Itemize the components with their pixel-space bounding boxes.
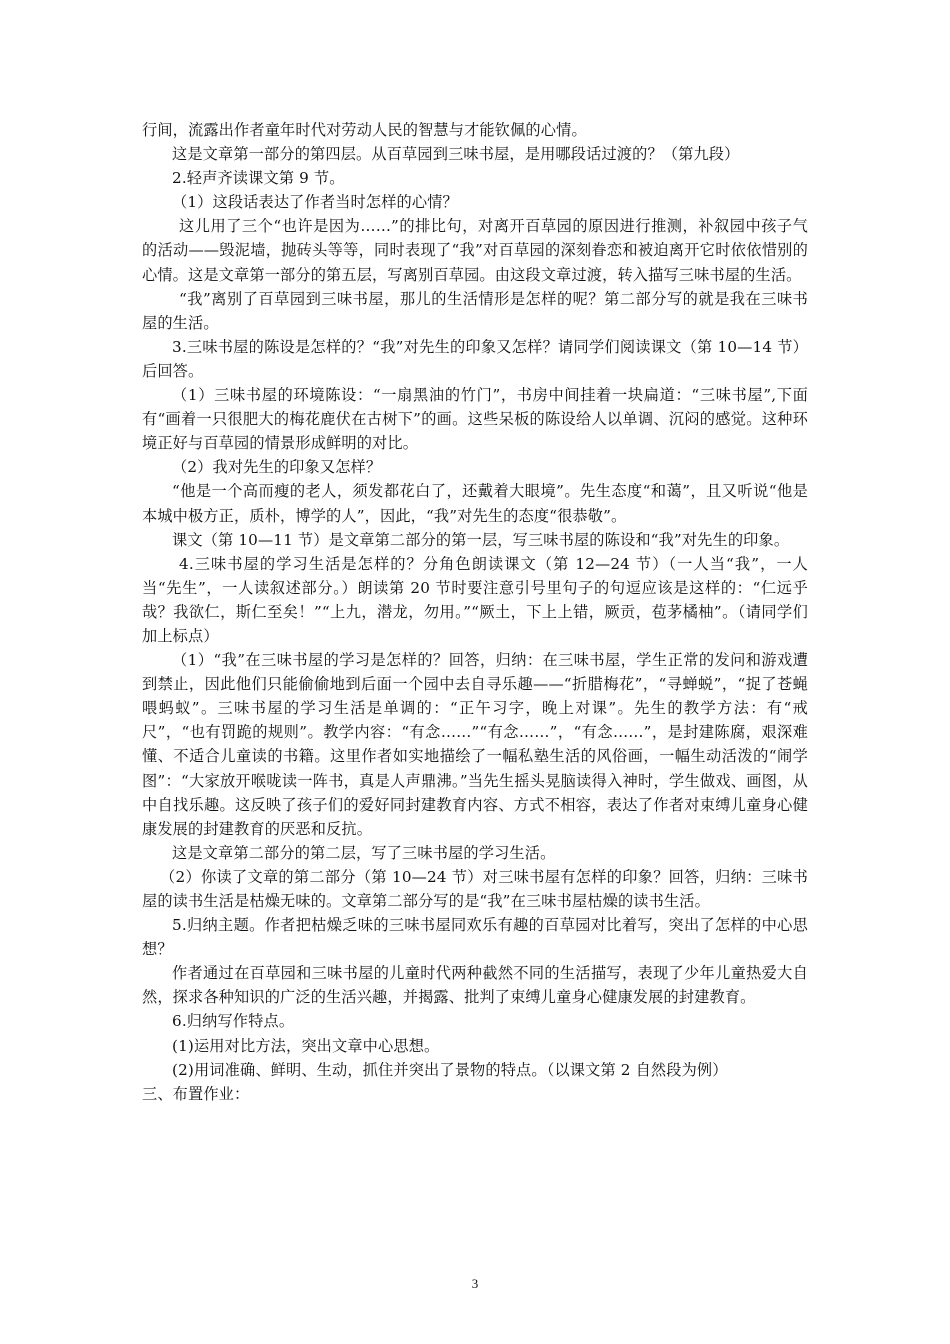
paragraph: 这是文章第二部分的第二层，写了三味书屋的学习生活。 (172, 843, 556, 862)
paragraph: “他是一个高而瘦的老人，须发都花白了，还戴着大眼境”。先生态度“和蔼”，且又听说“他是本城中极方正，质朴，博学的人”，因此，“我”对先生的态度“很恭敬”。 (142, 482, 808, 525)
paragraph: 2.轻声齐读课文第 9 节。 (172, 169, 345, 188)
paragraph: (1)运用对比方法，突出文章中心思想。 (172, 1036, 440, 1055)
paragraph: 行间，流露出作者童年时代对劳动人民的智慧与才能钦佩的心情。 (142, 121, 587, 139)
paragraph: (2)用词准确、鲜明、生动，抓住并突出了景物的特点。（以课文第 2 自然段为例） (172, 1060, 728, 1079)
document-body (142, 118, 808, 1106)
paragraph: 作者通过在百草园和三味书屋的儿童时代两种截然不同的生活描写，表现了少年儿童热爱大自然，探求各种知识的广泛的生活兴趣，并揭露、批判了束缚儿童身心健康发展的封建教育。 (142, 964, 808, 1007)
paragraph: （1）三味书屋的环境陈设：“一扇黑油的竹门”，书房中间挂着一块扁道：“三味书屋”,下面有“画着一只很肥大的梅花鹿伏在古树下”的画。这些呆板的陈设给人以单调、沉闷的感觉。这种环境正好与百草园的情景形成鲜明的对比。 (142, 386, 808, 453)
page-number: 3 (471, 1276, 479, 1291)
paragraph: （2）你读了文章的第二部分（第 10—24 节）对三味书屋有怎样的印象？回答，归纳：三味书屋的读书生活是枯燥无味的。文章第二部分写的是“我”在三味书屋枯燥的读书生活。 (142, 867, 808, 910)
paragraph: 3.三味书屋的陈设是怎样的？“我”对先生的印象又怎样？请同学们阅读课文（第 10—14 节）后回答。 (142, 337, 808, 380)
paragraph: 5.归纳主题。作者把枯燥乏味的三味书屋同欢乐有趣的百草园对比着写，突出了怎样的中心思想？ (142, 916, 808, 959)
section-heading: 三、布置作业： (142, 1084, 250, 1103)
paragraph: （1）“我”在三味书屋的学习是怎样的？回答，归纳：在三味书屋，学生正常的发问和游戏遭到禁止，因此他们只能偷偷地到后面一个园中去自寻乐趣——“折腊梅花”，“寻蝉蜕”，“捉了苍蝇喂蚂蚁”。三味书屋的学习生活是单调的：“正午习字，晚上对课”。先生的教学方法：有“戒尺”，“也有罚跪的规则”。教学内容：“有念……”“有念……”，“有念……”，是封建陈腐，艰深难懂、不适合儿童读的书籍。这里作者如实地描绘了一幅私塾生活的风俗画，一幅生动活泼的“闹学图”：“大家放开喉咙读一阵书，真是人声鼎沸。”当先生摇头晃脑读得入神时，学生做戏、画图，从中自找乐趣。这反映了孩子们的爱好同封建教育内容、方式不相容，表达了作者对束缚儿童身心健康发展的封建教育的厌恶和反抗。 (142, 651, 808, 838)
paragraph: 课文（第 10—11 节）是文章第二部分的第一层，写三味书屋的陈设和“我”对先生的印象。 (172, 530, 790, 549)
paragraph: 6.归纳写作特点。 (172, 1012, 295, 1031)
paragraph: （2）我对先生的印象又怎样？ (172, 458, 382, 477)
paragraph: “我”离别了百草园到三味书屋，那儿的生活情形是怎样的呢？第二部分写的就是我在三味书屋的生活。 (142, 289, 808, 332)
paragraph: 这是文章第一部分的第四层。从百草园到三味书屋，是用哪段话过渡的？（第九段） (172, 145, 740, 164)
paragraph: 这儿用了三个“也许是因为……”的排比句，对离开百草园的原因进行推测，补叙园中孩子气的活动——毁泥墙，抛砖头等等，同时表现了“我”对百草园的深刻眷恋和被迫离开它时依依惜别的心情。这是文章第一部分的第五层，写离别百草园。由这段文章过渡，转入描写三味书屋的生活。 (142, 217, 808, 284)
paragraph: （1）这段话表达了作者当时怎样的心情？ (172, 193, 458, 212)
paragraph: 4.三味书屋的学习生活是怎样的？分角色朗读课文（第 12—24 节）（一人当“我”，一人当“先生”，一人读叙述部分。）朗读第 20 节时要注意引号里句子的句逗应该是这样的：“仁远乎哉？我欲仁，斯仁至矣！”“上九，潜龙，勿用。”“厥土，下上上错，厥贡，苞茅橘柚”。（请同学们加上标点） (142, 554, 808, 645)
